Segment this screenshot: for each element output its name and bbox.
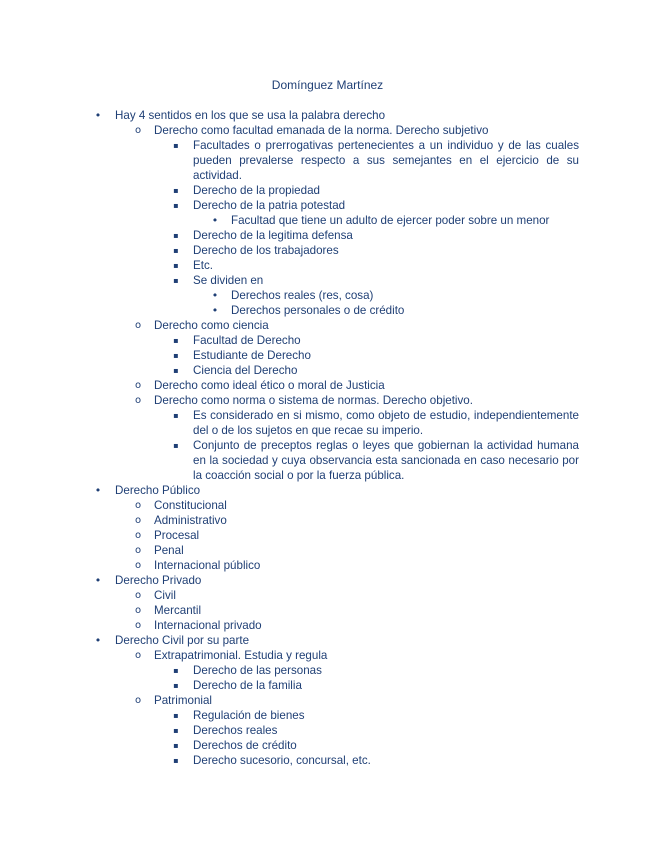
outline-item-text: Internacional público xyxy=(154,559,261,572)
bullet-square-icon: ▪ xyxy=(173,441,179,450)
outline-item-level4 xyxy=(0,213,655,228)
outline-item-text: Derecho de los trabajadores xyxy=(193,244,339,257)
bullet-square-icon: ▪ xyxy=(173,351,179,360)
bullet-circle-icon: o xyxy=(134,650,142,661)
outline-item-text: Internacional privado xyxy=(154,619,262,632)
outline-item-level3 xyxy=(0,708,579,723)
bullet-square-icon: ▪ xyxy=(173,726,179,735)
outline-item-text: Derecho Público xyxy=(115,484,201,497)
bullet-square-icon: ▪ xyxy=(173,141,179,150)
outline-item-text: Facultad de Derecho xyxy=(193,334,301,347)
outline-item-text: Mercantil xyxy=(154,604,202,617)
outline-item-level3 xyxy=(0,228,579,243)
bullet-dot-icon: • xyxy=(94,634,102,647)
bullet-circle-icon: o xyxy=(134,395,142,406)
outline-item-level3 xyxy=(0,348,579,363)
outline-item-level1 xyxy=(0,633,655,648)
bullet-square-icon: ▪ xyxy=(173,276,179,285)
outline-item-text: Derecho de las personas xyxy=(193,664,322,677)
bullet-square-icon: ▪ xyxy=(173,756,179,765)
outline-item-level2 xyxy=(0,603,655,618)
outline-item-text: Penal xyxy=(154,544,184,557)
outline-item-level2 xyxy=(0,528,655,543)
outline-item-text: Derecho Civil por su parte xyxy=(115,634,250,647)
outline-item-level2 xyxy=(0,618,655,633)
bullet-dot-icon: • xyxy=(94,574,102,587)
bullet-square-icon: ▪ xyxy=(173,681,179,690)
bullet-square-icon: ▪ xyxy=(173,201,179,210)
outline-item-text: Administrativo xyxy=(154,514,227,527)
bullet-circle-icon: o xyxy=(134,620,142,631)
outline-item-level2 xyxy=(0,543,655,558)
outline-item-level3 xyxy=(0,753,579,768)
outline-item-level4 xyxy=(0,303,655,318)
outline-item-text: Derecho de la legitima defensa xyxy=(193,229,353,242)
outline-item-text: Se dividen en xyxy=(193,274,264,287)
bullet-square-icon: ▪ xyxy=(173,246,179,255)
outline-item-level2 xyxy=(0,123,655,138)
outline-item-text: Etc. xyxy=(193,259,213,272)
outline-item-level1 xyxy=(0,483,655,498)
outline-item-level3 xyxy=(0,408,579,438)
bullet-circle-icon: o xyxy=(134,380,142,391)
bullet-dot-icon: • xyxy=(211,214,219,227)
bullet-circle-icon: o xyxy=(134,560,142,571)
outline-item-text: Derecho de la familia xyxy=(193,679,302,692)
outline-item-level2 xyxy=(0,648,655,663)
outline-item-level3 xyxy=(0,363,579,378)
outline-item-level1 xyxy=(0,108,655,123)
outline-item-text: Estudiante de Derecho xyxy=(193,349,311,362)
outline-item-text: Regulación de bienes xyxy=(193,709,305,722)
outline-item-level2 xyxy=(0,513,655,528)
outline-item-text: Facultades o prerrogativas pertenecientes a un individuo y de las cuales pueden prevalerse respecto a sus semejantes en el ejercicio de su actividad. xyxy=(193,139,579,182)
outline-item-text: Derecho Privado xyxy=(115,574,202,587)
outline-item-text: Facultad que tiene un adulto de ejercer poder sobre un menor xyxy=(231,214,550,227)
bullet-square-icon: ▪ xyxy=(173,186,179,195)
outline-item-level2 xyxy=(0,588,655,603)
outline-item-text: Derecho como facultad emanada de la norma. Derecho subjetivo xyxy=(154,124,489,137)
outline-item-level2 xyxy=(0,498,655,513)
outline-item-text: Derecho de la patria potestad xyxy=(193,199,346,212)
outline-item-text: Derecho como ideal ético o moral de Justicia xyxy=(154,379,385,392)
bullet-square-icon: ▪ xyxy=(173,666,179,675)
bullet-circle-icon: o xyxy=(134,695,142,706)
outline-item-level2 xyxy=(0,318,655,333)
outline-item-level3 xyxy=(0,183,579,198)
outline-item-text: Constitucional xyxy=(154,499,227,512)
outline-item-level3 xyxy=(0,258,579,273)
bullet-square-icon: ▪ xyxy=(173,261,179,270)
bullet-circle-icon: o xyxy=(134,590,142,601)
bullet-dot-icon: • xyxy=(211,289,219,302)
outline-item-level2 xyxy=(0,693,655,708)
outline-item-text: Patrimonial xyxy=(154,694,212,707)
document-title: Domínguez Martínez xyxy=(271,78,384,92)
outline-item-level3 xyxy=(0,333,579,348)
outline-item-text: Derecho como norma o sistema de normas. Derecho objetivo. xyxy=(154,394,473,407)
outline-item-level3 xyxy=(0,738,579,753)
outline-item-level2 xyxy=(0,378,655,393)
outline-item-text: Es considerado en si mismo, como objeto de estudio, independientemente del o de los sujetos en que recae su imperio. xyxy=(193,409,579,437)
outline-list xyxy=(0,108,655,768)
outline-item-level3 xyxy=(0,273,579,288)
outline-item-level4 xyxy=(0,288,655,303)
bullet-circle-icon: o xyxy=(134,500,142,511)
outline-item-text: Ciencia del Derecho xyxy=(193,364,298,377)
outline-item-level2 xyxy=(0,393,655,408)
outline-item-text: Extrapatrimonial. Estudia y regula xyxy=(154,649,328,662)
bullet-circle-icon: o xyxy=(134,530,142,541)
outline-item-text: Derecho sucesorio, concursal, etc. xyxy=(193,754,371,767)
outline-item-text: Derecho de la propiedad xyxy=(193,184,320,197)
outline-item-text: Derecho como ciencia xyxy=(154,319,269,332)
bullet-square-icon: ▪ xyxy=(173,336,179,345)
outline-item-level3 xyxy=(0,243,579,258)
bullet-dot-icon: • xyxy=(211,304,219,317)
outline-item-level2 xyxy=(0,558,655,573)
outline-item-text: Derechos personales o de crédito xyxy=(231,304,405,317)
outline-item-level3 xyxy=(0,678,579,693)
bullet-dot-icon: • xyxy=(94,109,102,122)
outline-item-level3 xyxy=(0,198,579,213)
outline-item-text: Hay 4 sentidos en los que se usa la palabra derecho xyxy=(115,109,386,122)
bullet-circle-icon: o xyxy=(134,545,142,556)
outline-item-text: Conjunto de preceptos reglas o leyes que gobiernan la actividad humana en la sociedad y cuya observancia esta sancionada en caso necesario por la coacción social o por la fuerza pública. xyxy=(193,439,579,482)
bullet-square-icon: ▪ xyxy=(173,741,179,750)
bullet-circle-icon: o xyxy=(134,125,142,136)
bullet-square-icon: ▪ xyxy=(173,231,179,240)
outline-item-text: Derechos de crédito xyxy=(193,739,297,752)
outline-item-text: Procesal xyxy=(154,529,200,542)
outline-item-text: Derechos reales (res, cosa) xyxy=(231,289,374,302)
bullet-circle-icon: o xyxy=(134,605,142,616)
bullet-circle-icon: o xyxy=(134,320,142,331)
bullet-square-icon: ▪ xyxy=(173,366,179,375)
bullet-square-icon: ▪ xyxy=(173,411,179,420)
bullet-square-icon: ▪ xyxy=(173,711,179,720)
outline-item-level3 xyxy=(0,138,579,183)
outline-item-text: Civil xyxy=(154,589,176,602)
outline-item-level1 xyxy=(0,573,655,588)
outline-item-level3 xyxy=(0,723,579,738)
bullet-dot-icon: • xyxy=(94,484,102,497)
outline-item-text: Derechos reales xyxy=(193,724,278,737)
outline-item-level3 xyxy=(0,438,579,483)
outline-item-level3 xyxy=(0,663,579,678)
bullet-circle-icon: o xyxy=(134,515,142,526)
